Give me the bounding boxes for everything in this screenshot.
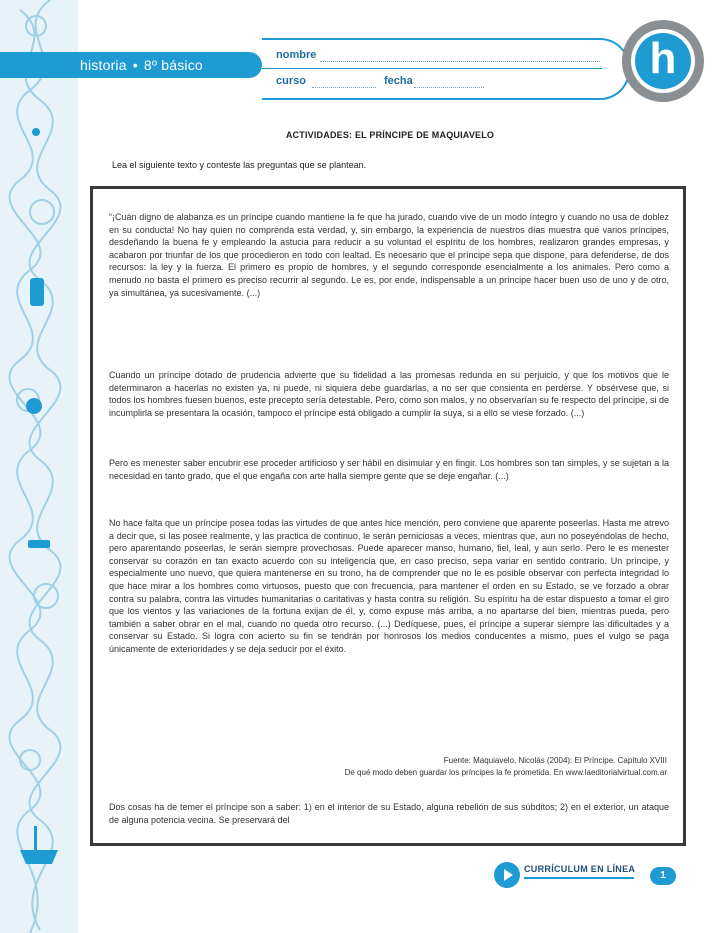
form-divider	[262, 68, 602, 69]
subject-name: historia	[80, 57, 127, 73]
course-label: curso	[276, 75, 306, 87]
source-line-2: De qué modo deben guardar los príncipes la fe prometida. En www.laeditorialvirtual.com.ar	[344, 768, 667, 777]
paragraph-1: “¡Cuán digno de alabanza es un príncipe cuando mantiene la fe que ha jurado, cuando vive de un modo íntegro y cuando no usa de doblez en su conducta! No hay quien no comprenda esta verdad, y, sin embargo, la experiencia de nuestros días muestra que varios príncipes, desdeñando la buena fe y empleando la astucia para reducir a su voluntad el espíritu de los hombres, realizaron grandes empresas, y acabaron por triunfar de los que procedieron en todo con lealtad. Es necesario que el príncipe sepa que dispone, para defenderse, de dos recursos: la ley y la fuerza. El primero es propio de hombres, y el segundo corresponde esencialmente a los animales. Pero como a menudo no basta el primero es preciso recurrir al segundo. Le es, por ende, indispensable a un príncipe hacer buen uso de uno y de otro, ya simultánea, ya sucesivamente. (...)	[109, 212, 669, 298]
grade-label: 8º básico	[143, 57, 203, 73]
date-label: fecha	[384, 75, 413, 87]
name-field[interactable]	[320, 60, 600, 62]
footer-brand: CURRÍCULUM EN LÍNEA	[524, 864, 636, 874]
paragraph-4: No hace falta que un príncipe posea todas las virtudes de que antes hice mención, pero conviene que aparente poseerlas. Hasta me atrevo a decir que, si las posee realmente, y las practica de continuo, le serán perniciosas a veces, mientras que, aun no poseyéndolas de hecho, pero aparentando poseerlas, le serán siempre provechosas. Puede aparecer manso, humano, fiel, leal, y aun serlo. Pero le es menester conservar su corazón en tan exacto acuerdo con su inteligencia que, en caso preciso, sepa variar en sentido contrario. Un príncipe, y especialmente uno nuevo, que quiera mantenerse en su trono, ha de comprender que no le es posible observar con perfecta integridad lo que hace mirar a los hombres como virtuosos, puesto que con frecuencia, para mantener el orden en su Estado, se ve forzado a obrar contra su palabra, contra las virtudes humanitarias o caritativas y hasta contra su religión. Su espíritu ha de estar dispuesto a tomar el giro que los vientos y las variaciones de la fortuna exijan de él, y, como expuse más arriba, a no apartarse del bien, mientras pueda, pero también a saber obrar en el mal, cuando no queda otro recurso. (...) Dedíquese, pues, el príncipe a superar siempre las dificultades y a conservar su Estado. Si logra con acierto su fin se tendrán por honrosos los medios conducentes a mismo, pues el vulgo se paga únicamente de exterioridades y se deja seducir por el éxito.	[109, 518, 669, 654]
decorative-left-border	[0, 0, 78, 933]
source-citation	[345, 755, 667, 779]
history-logo-icon: h	[635, 33, 691, 89]
instruction-text: Lea el siguiente texto y conteste las preguntas que se plantean.	[112, 160, 367, 170]
page-title: ACTIVIDADES: EL PRÍNCIPE DE MAQUIAVELO	[285, 130, 495, 140]
swirl-pattern-icon	[0, 0, 78, 933]
paragraph-2: Cuando un príncipe dotado de prudencia advierte que su fidelidad a las promesas redunda en su perjuicio, y que los motivos que le determinaron a hacerlas no existen ya, ni puede, ni siquiera debe guardarlas, a no ser que consienta en perderse. Y obsérvese que, si todos los hombres fuesen buenos, este precepto sería detestable. Pero, como son malos, y no observarían su fe respecto del príncipe, si de incumplirla se presentara la ocasión, tampoco el príncipe está obligado a cumplir la suya, si a ello se viese forzado. (...)	[109, 370, 669, 418]
subject-separator: •	[132, 57, 138, 73]
student-info-box	[262, 38, 630, 100]
paragraph-3: Pero es menester saber encubrir ese proceder artificioso y ser hábil en disimular y en fingir. Los hombres son tan simples, y se sujetan a la necesidad en tanto grado, que el que engaña con arte halla siempre gente que se deje engañar. (...)	[109, 458, 669, 481]
source-line-1: Fuente: Maquiavelo, Nicolás (2004): El Príncipe. Capítulo XVIII	[443, 756, 667, 765]
reading-frame	[90, 186, 686, 846]
page-number: 1	[650, 867, 676, 885]
footer-brand-underline	[524, 877, 634, 882]
date-field[interactable]	[414, 86, 484, 88]
course-field[interactable]	[312, 86, 376, 88]
play-logo-icon	[494, 862, 520, 888]
closing-paragraph: Dos cosas ha de temer el príncipe son a saber: 1) en el interior de su Estado, alguna rebelión de sus súbditos; 2) en el exterior, un ataque de alguna potencia vecina. Se preservará del	[109, 802, 669, 825]
subject-label	[80, 57, 203, 73]
name-label: nombre	[276, 49, 317, 61]
